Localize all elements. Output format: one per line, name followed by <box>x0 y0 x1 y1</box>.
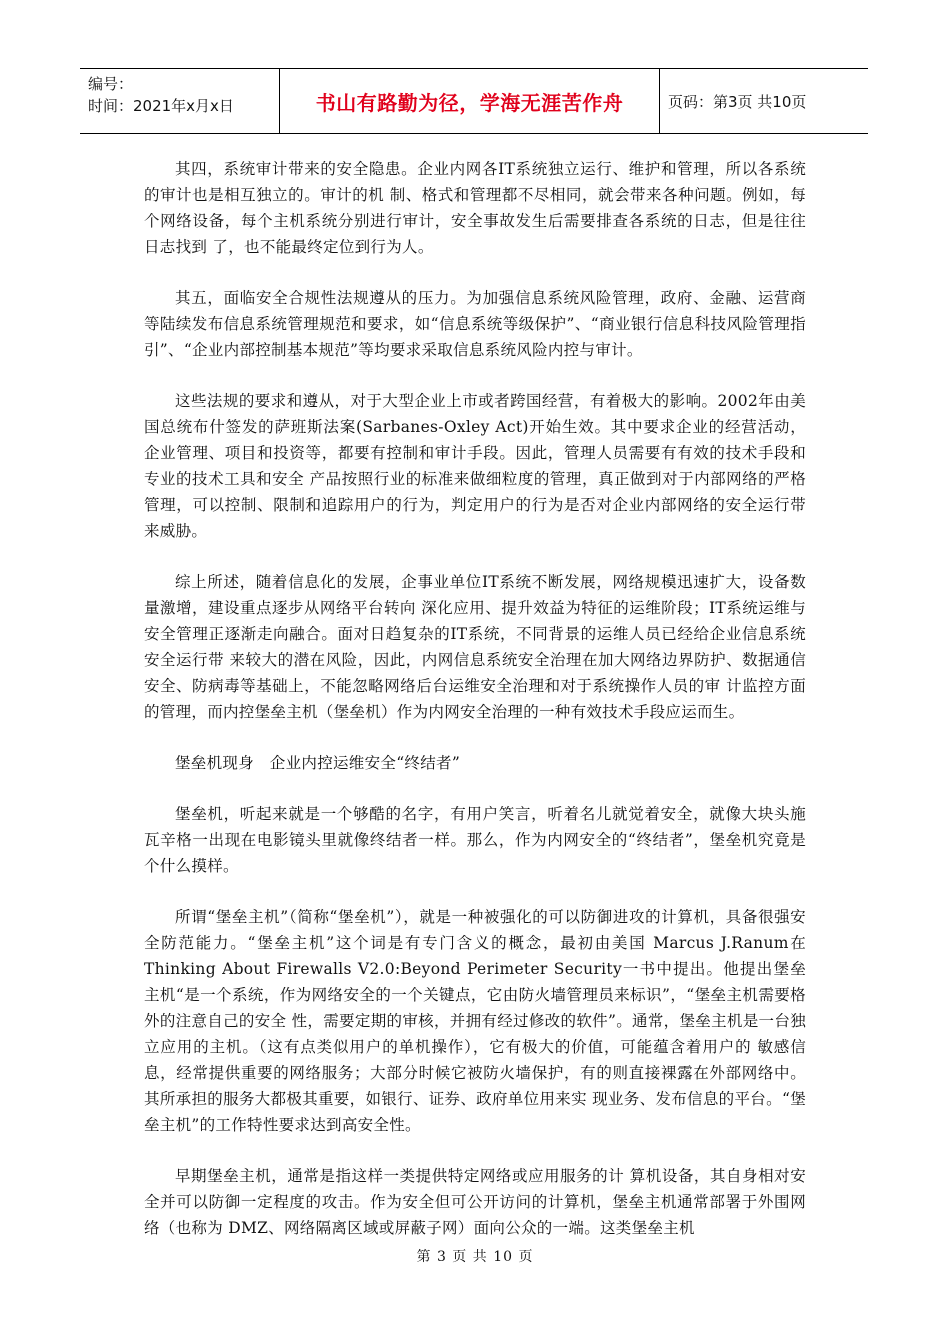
header-meta <box>80 69 280 133</box>
page-footer: 第 3 页 共 10 页 <box>416 1249 534 1265</box>
header-motto: 书山有路勤为径，学海无涯苦作舟 <box>315 90 624 115</box>
header-page-cell <box>660 69 868 133</box>
document-body <box>144 156 806 1266</box>
header-page-info: 页码：第3页 共10页 <box>668 92 807 111</box>
paragraph-6: 所谓“堡垒主机”（简称“堡垒机”），就是一种被强化的可以防御进攻的计算机，具备很强安全防范能力。“堡垒主机”这个词是有专门含义的概念，最初由美国 Marcus J.Ranum在Thinking About Firewalls V2.0:Beyond Perimeter Security一书中提出。他提出堡垒主机“是一个系统，作为网络安全的一个关键点，它由防火墙管理员来标识”，“堡垒主机需要格外的注意自己的安全 性，需要定期的审核，并拥有经过修改的软件”。通常，堡垒主机是一台独立应用的主机。（这有点类似用户的单机操作），它有极大的价值，可能蕴含着用户的 敏感信息，经常提供重要的网络服务；大部分时候它被防火墙保护，有的则直接裸露在外部网络中。其所承担的服务大都极其重要，如银行、证券、政府单位用来实 现业务、发布信息的平台。“堡垒主机”的工作特性要求达到高安全性。 <box>144 908 806 1134</box>
section-heading: 堡垒机现身 企业内控运维安全“终结者” <box>175 754 461 772</box>
paragraph-5: 堡垒机，听起来就是一个够酷的名字，有用户笑言，听着名儿就觉着安全，就像大块头施瓦辛格一出现在电影镜头里就像终结者一样。那么，作为内网安全的“终结者”，堡垒机究竟是个什么摸样。 <box>144 805 806 875</box>
header-table <box>80 68 868 134</box>
document-number-label: 编号： <box>88 75 134 93</box>
document-date: 时间：2021年x月x日 <box>88 97 234 115</box>
paragraph-2: 其五，面临安全合规性法规遵从的压力。为加强信息系统风险管理，政府、金融、运营商等陆续发布信息系统管理规范和要求，如“信息系统等级保护”、“商业银行信息科技风险管理指引”、“企业内部控制基本规范”等均要求采取信息系统风险内控与审计。 <box>144 289 806 359</box>
paragraph-3: 这些法规的要求和遵从，对于大型企业上市或者跨国经营，有着极大的影响。2002年由美国总统布什签发的萨班斯法案(Sarbanes-Oxley Act)开始生效。其中要求企业的经营活动，企业管理、项目和投资等，都要有控制和审计手段。因此，管理人员需要有有效的技术手段和专业的技术工具和安全 产品按照行业的标准来做细粒度的管理，真正做到对于内部网络的严格管理，可以控制、限制和追踪用户的行为，判定用户的行为是否对企业内部网络的安全运行带 来威胁。 <box>144 392 806 540</box>
paragraph-4: 综上所述，随着信息化的发展，企事业单位IT系统不断发展，网络规模迅速扩大，设备数量激增，建设重点逐步从网络平台转向 深化应用、提升效益为特征的运维阶段；IT系统运维与安全管理正逐渐走向融合。面对日趋复杂的IT系统，不同背景的运维人员已经给企业信息系统安全运行带 来较大的潜在风险，因此，内网信息系统安全治理在加大网络边界防护、数据通信安全、防病毒等基础上，不能忽略网络后台运维安全治理和对于系统操作人员的审 计监控方面的管理，而内控堡垒主机（堡垒机）作为内网安全治理的一种有效技术手段应运而生。 <box>144 573 806 721</box>
header-motto-cell <box>280 69 660 133</box>
paragraph-1: 其四，系统审计带来的安全隐患。企业内网各IT系统独立运行、维护和管理，所以各系统的审计也是相互独立的。审计的机 制、格式和管理都不尽相同，就会带来各种问题。例如，每个网络设备，每个主机系统分别进行审计，安全事故发生后需要排查各系统的日志，但是往往日志找到 了，也不能最终定位到行为人。 <box>144 160 806 256</box>
paragraph-7: 早期堡垒主机，通常是指这样一类提供特定网络或应用服务的计 算机设备，其自身相对安全并可以防御一定程度的攻击。作为安全但可公开访问的计算机，堡垒主机通常部署于外围网络（也称为 DMZ、网络隔离区域或屏蔽子网）面向公众的一端。这类堡垒主机 <box>144 1167 806 1237</box>
